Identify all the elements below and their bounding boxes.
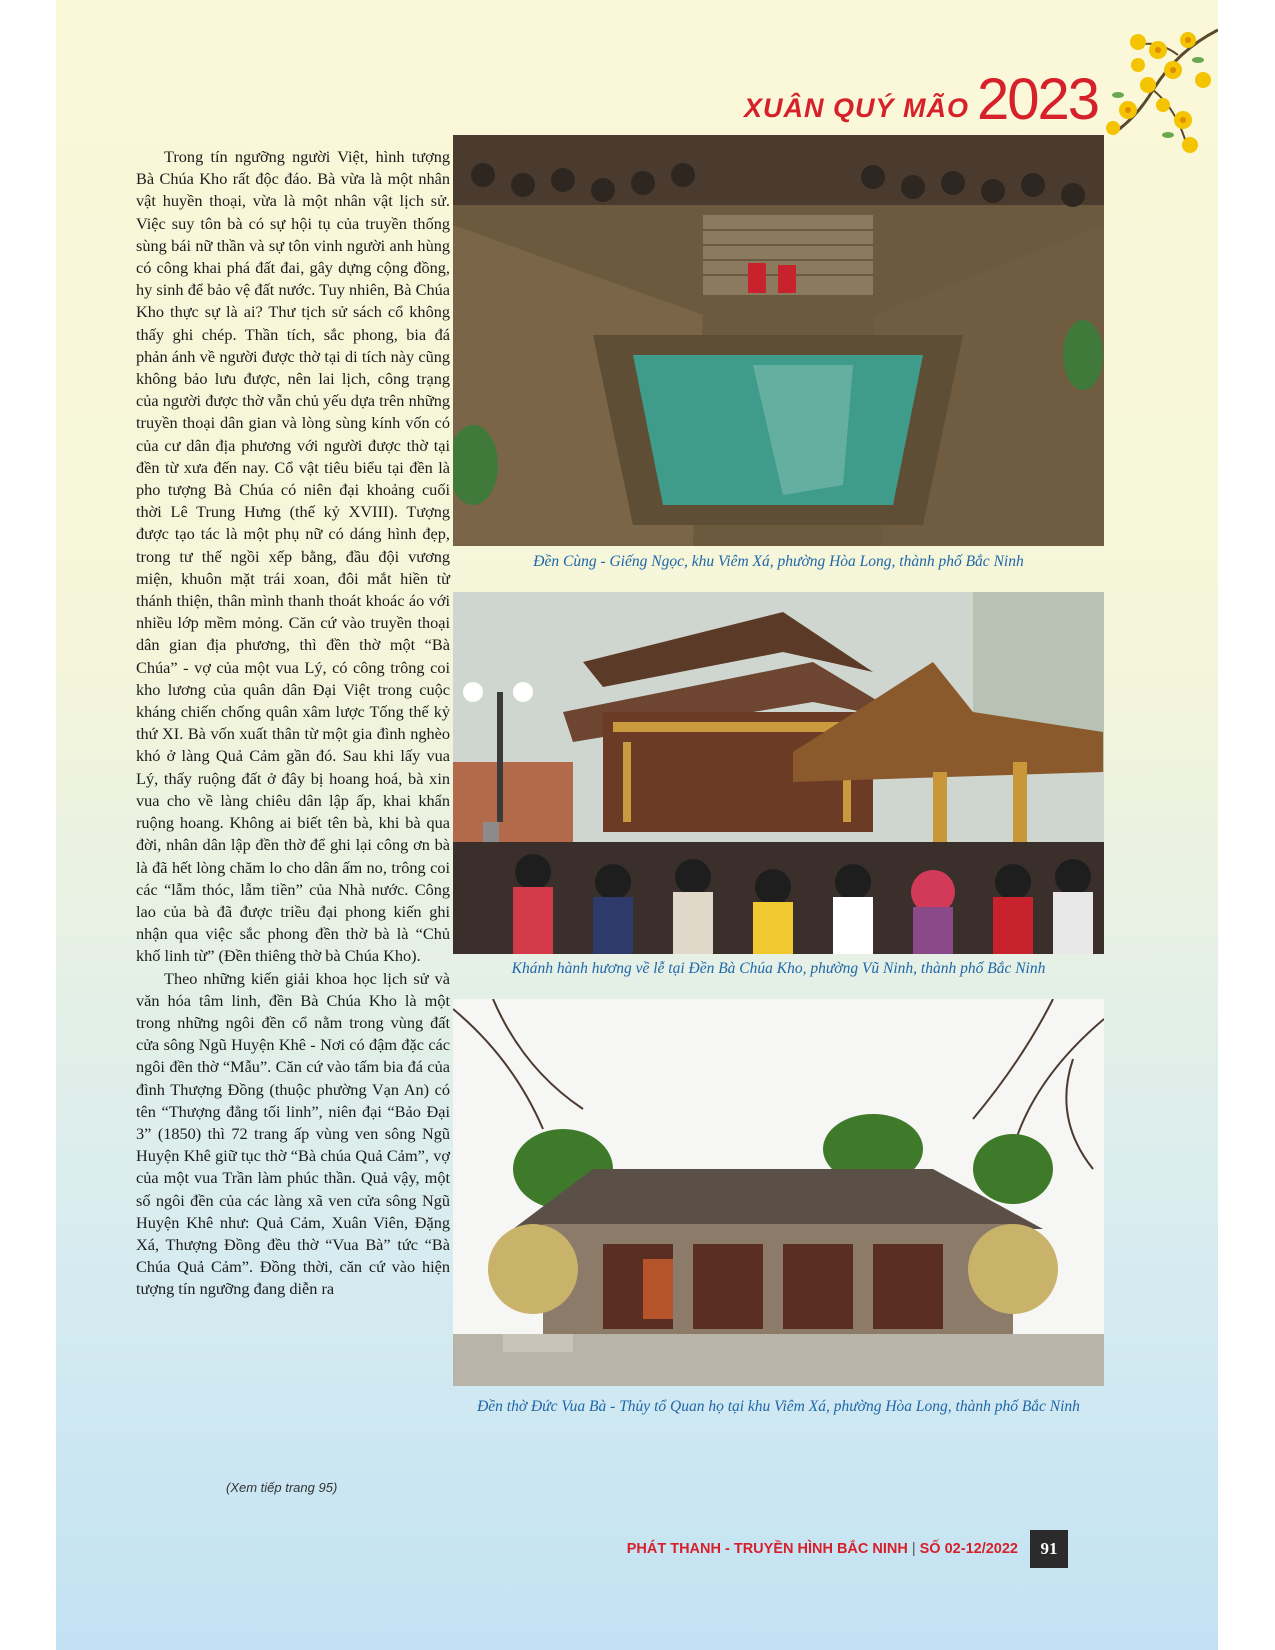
page-number: 91: [1030, 1530, 1068, 1568]
footer-separator: |: [911, 1541, 916, 1557]
article-paragraph: Trong tín ngưỡng người Việt, hình tượng Bà Chúa Kho rất độc đáo. Bà vừa là một nhân vật huyền thoại, vừa là một nhân vật lịch sử. Việc suy tôn bà có sự hội tụ của truyền thống sùng bái nữ thần và sự tôn vinh người anh hùng có công khai phá đất đai, gây dựng cộng đồng, hy sinh để bảo vệ đất nước. Tuy nhiên, Bà Chúa Kho thực sự là ai? Thư tịch sử sách cổ không thấy ghi chép. Thần tích, sắc phong, bia đá phản ánh về người được thờ tại di tích này cũng không bảo lưu được, nên lai lịch, công trạng của người được thờ vẫn chủ yếu dựa trên những truyền thoại dân gian và lòng sùng kính vốn có của cư dân địa phương với người được thờ tại đền từ xưa đến nay. Cổ vật tiêu biểu tại đền là pho tượng Bà Chúa có niên đại khoảng cuối thời Lê Trung Hưng (thế kỷ XVIII). Tượng được tạo tác là một phụ nữ có dáng hình đẹp, trong tư thế ngồi xếp bằng, đầu đội vương miện, khuôn mặt trái xoan, đôi mắt hiền từ thánh thiện, thân mình thanh thoát khoác áo với nhiều lớp mềm mỏng. Căn cứ vào truyền thoại dân gian địa phương, thì đền thờ một “Bà Chúa” - vợ của một vua Lý, có công trông coi kho lương của quân dân Đại Việt trong cuộc kháng chiến chống quân xâm lược Tống thế kỷ thứ XI. Bà vốn xuất thân từ một gia đình nghèo khó ở làng Quả Cảm gần đó. Sau khi lấy vua Lý, thấy ruộng đất ở đây bị hoang hoá, bà xin vua cho về làng chiêu dân lập ấp, khai khẩn ruộng hoang. Không ai biết tên bà, khi bà qua đời, nhân dân lập đền thờ để ghi lại công ơn bà là đã hết lòng chăm lo cho dân ấm no, trông coi các “lẫm thóc, lẫm tiền” của Nhà nước. Công lao của bà đã được triều đại phong kiến ghi nhận qua việc sắc phong đền thờ bà là “Chủ khố linh từ” (Đền thiêng thờ bà Chúa Kho).: [136, 147, 450, 966]
header-year: 2023: [976, 67, 1098, 132]
issue-number: SỐ 02-12/2022: [919, 1541, 1018, 1557]
photo-caption: Đền thờ Đức Vua Bà - Thủy tổ Quan họ tại khu Viêm Xá, phường Hòa Long, thành phố Bắc Ninh: [477, 1398, 1080, 1415]
issue-header: [743, 67, 1098, 132]
photo-well-temple: [453, 135, 1104, 546]
continued-note: (Xem tiếp trang 95): [226, 1480, 338, 1495]
header-title: XUÂN QUÝ MÃO: [743, 93, 969, 123]
article-paragraph: Theo những kiến giải khoa học lịch sử và văn hóa tâm linh, đền Bà Chúa Kho là một trong những ngôi đền cổ nằm trong vùng đất cửa sông Ngũ Huyện Khê - Nơi có đậm đặc các ngôi đền thờ “Mẫu”. Căn cứ vào tấm bia đá của đình Thượng Đồng (thuộc phường Vạn An) có tên “Thượng đẳng tối linh”, niên đại “Bảo Đại 3” (1850) thì 72 trang ấp vùng ven sông Ngũ Huyện Khê giữ tục thờ “Bà chúa Quả Cảm”, vợ của một vua Trần làm phúc thần. Quả vậy, một số ngôi đền của các làng xã ven cửa sông Ngũ Huyện Khê như: Quả Cảm, Xuân Viên, Đặng Xá, Thượng Đồng đều thờ “Vua Bà” tức “Bà Chúa Quả Cảm”. Đồng thời, căn cứ vào hiện tượng tín ngưỡng đang diễn ra: [136, 968, 450, 1299]
photo-caption: Khánh hành hương về lễ tại Đền Bà Chúa Kho, phường Vũ Ninh, thành phố Bắc Ninh: [511, 960, 1046, 977]
photo-vua-ba-temple: [453, 999, 1104, 1386]
page-footer: [627, 1530, 1068, 1568]
article-body: [136, 146, 450, 1301]
photo-caption: Đền Cùng - Giếng Ngọc, khu Viêm Xá, phường Hòa Long, thành phố Bắc Ninh: [533, 553, 1024, 570]
photo-temple-crowd: [453, 592, 1104, 954]
magazine-page: [56, 0, 1218, 1650]
publication-name: PHÁT THANH - TRUYỀN HÌNH BẮC NINH: [626, 1541, 908, 1557]
